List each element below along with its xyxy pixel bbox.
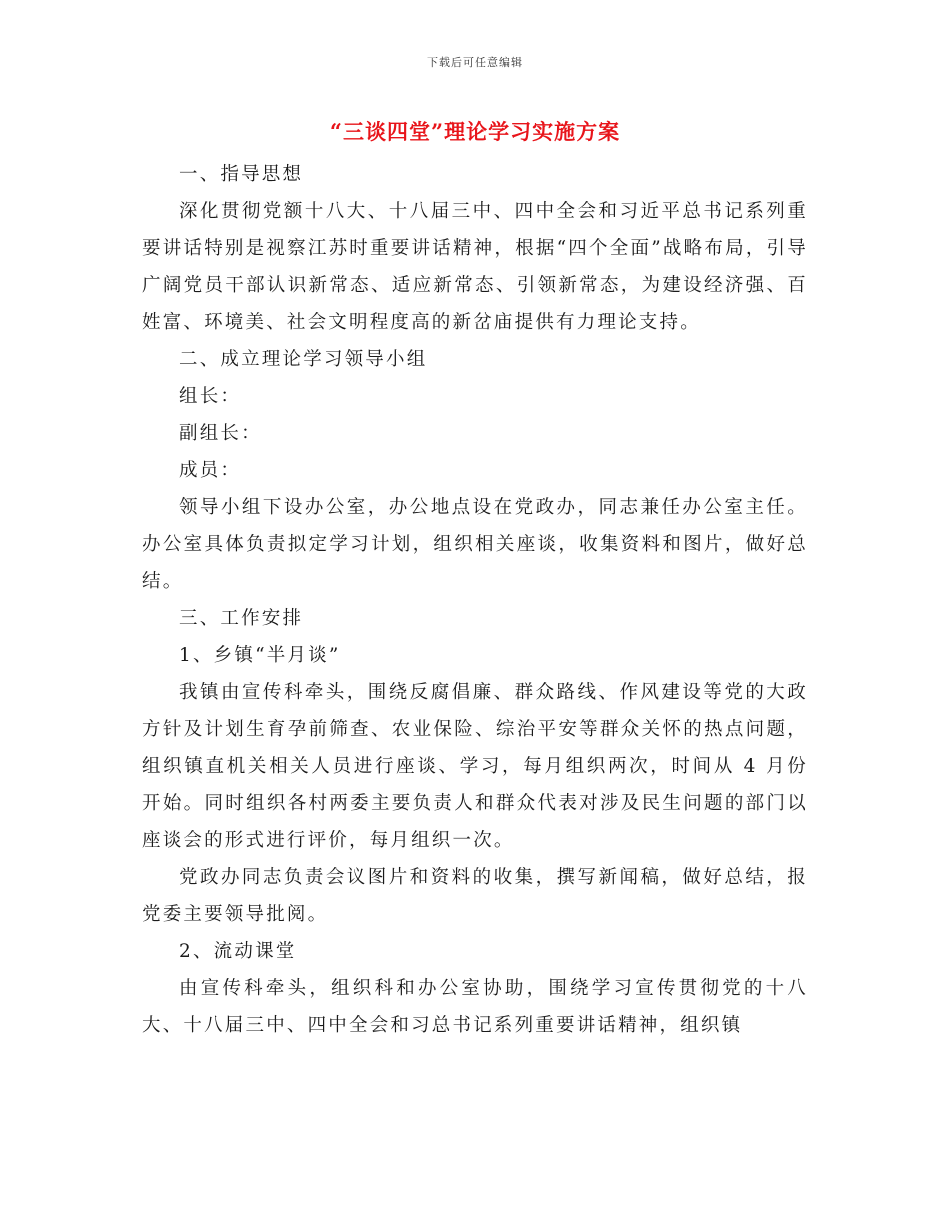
document-title: “三谈四堂”理论学习实施方案 xyxy=(329,119,621,144)
subsection-heading: 1、乡镇“半月谈” xyxy=(179,645,341,666)
body-paragraph: 成员： xyxy=(179,460,242,481)
section-heading: 三、工作安排 xyxy=(179,608,304,629)
section-heading: 二、成立理论学习领导小组 xyxy=(179,349,428,370)
section-heading: 一、指导思想 xyxy=(179,164,304,185)
body-paragraph: 我镇由宣传科牵头，围绕反腐倡廉、群众路线、作风建设等党的大政方针及计划生育孕前筛查、农业保险、综治平安等群众关怀的热点问题，组织镇直机关相关人员进行座谈、学习，每月组织两次，时间从 4 月份开始。同时组织各村两委主要负责人和群众代表对涉及民生问题的部门以座谈会的形式进行评价，每月组织一次。 xyxy=(142,682,808,851)
body-paragraph: 组长： xyxy=(179,386,242,407)
body-paragraph: 领导小组下设办公室，办公地点设在党政办，同志兼任办公室主任。办公室具体负责拟定学习计划，组织相关座谈，收集资料和图片，做好总结。 xyxy=(142,497,808,592)
body-paragraph: 副组长： xyxy=(179,423,262,444)
body-paragraph: 由宣传科牵头，组织科和办公室协助，围绕学习宣传贯彻党的十八大、十八届三中、四中全会和习总书记系列重要讲话精神，组织镇 xyxy=(142,978,808,1036)
header-note: 下载后可任意编辑 xyxy=(427,56,523,69)
document-body xyxy=(142,156,808,1044)
body-paragraph: 深化贯彻党额十八大、十八届三中、四中全会和习近平总书记系列重要讲话特别是视察江苏时重要讲话精神，根据“四个全面”战略布局，引导广阔党员干部认识新常态、适应新常态、引领新常态，为建设经济强、百姓富、环境美、社会文明程度高的新岔庙提供有力理论支持。 xyxy=(142,201,808,333)
body-paragraph: 党政办同志负责会议图片和资料的收集，撰写新闻稿，做好总结，报党委主要领导批阅。 xyxy=(142,867,808,925)
subsection-heading: 2、流动课堂 xyxy=(179,941,297,962)
